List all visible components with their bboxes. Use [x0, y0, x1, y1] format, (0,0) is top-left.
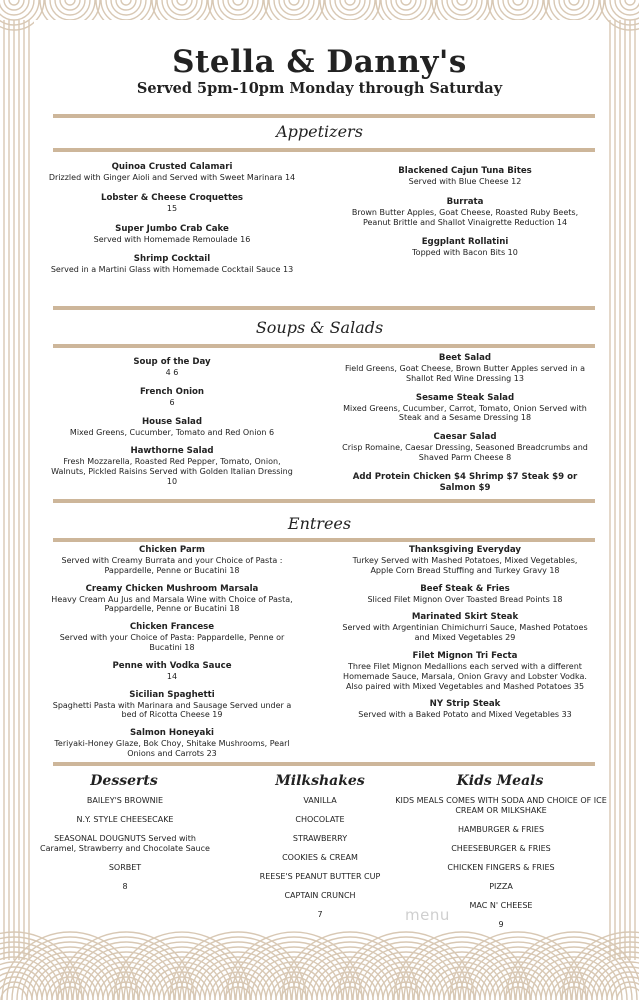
section-divider — [53, 148, 595, 152]
menu-item-description: Crisp Romaine, Caesar Dressing, Seasoned Breadcrumbs and Shaved Parm Cheese 8 — [342, 443, 588, 462]
section-divider — [53, 538, 595, 542]
menu-item-description: 14 — [166, 671, 178, 681]
hours-subtitle: Served 5pm-10pm Monday through Saturday — [136, 80, 503, 97]
menu-item — [340, 612, 590, 643]
menu-item-name: Hawthorne Salad — [130, 446, 214, 457]
menu-item — [340, 545, 590, 576]
appetizers-heading: Appetizers — [276, 122, 363, 141]
menu-item — [47, 387, 297, 408]
menu-item-name: Chicken Francese — [129, 622, 215, 633]
menu-item-description: Fresh Mozzarella, Roasted Red Pepper, Tomato, Onion, Walnuts, Pickled Raisins Served with Golden Italian Dressing 10 — [51, 457, 293, 486]
menu-item-description: 15 — [166, 203, 178, 213]
list-item: BAILEY'S BROWNIE — [86, 796, 164, 805]
entrees-heading: Entrees — [287, 514, 352, 533]
menu-item-description: Served with Blue Cheese 12 — [408, 177, 522, 186]
menu-item-name: House Salad — [141, 416, 203, 427]
section-divider — [53, 499, 595, 503]
menu-item-name: Penne with Vodka Sauce — [112, 660, 232, 671]
menu-item-description: Topped with Bacon Bits 10 — [412, 248, 518, 258]
menu-item — [340, 393, 590, 424]
menu-item-name: Sesame Steak Salad — [415, 392, 515, 403]
menu-item-description: Brown Butter Apples, Goat Cheese, Roasted Ruby Beets, Peanut Brittle and Shallot Vinaigrette Reduction 14 — [351, 207, 579, 227]
menu-item-name: Sicilian Spaghetti — [129, 689, 215, 700]
menu-item — [47, 661, 297, 682]
menu-item-name: Caesar Salad — [433, 432, 497, 443]
kids-meals-note: KIDS MEALS COMES WITH SODA AND CHOICE OF ICE CREAM OR MILKSHAKE — [395, 796, 607, 815]
section-divider — [53, 306, 595, 310]
menu-item-description: Heavy Cream Au Jus and Marsala Wine with Choice of Pasta, Pappardelle, Penne or Bucatini 18 — [51, 594, 293, 614]
menu-item-name: French Onion — [139, 386, 205, 397]
list-item: CHOCOLATE — [295, 815, 345, 824]
desserts-heading: Desserts — [90, 773, 158, 789]
section-divider — [53, 344, 595, 348]
list-item: MAC N' CHEESE — [469, 901, 533, 910]
menu-item — [340, 651, 590, 691]
menu-item-name: Burrata — [446, 196, 484, 207]
menu-item-description: Spaghetti Pasta with Marinara and Sausage Served under a bed of Ricotta Cheese 19 — [52, 700, 292, 720]
menu-item-description: Mixed Greens, Cucumber, Tomato and Red Onion 6 — [69, 427, 275, 437]
menu-item-description: Served with Argentinian Chimichurri Sauce, Mashed Potatoes and Mixed Vegetables 29 — [342, 623, 588, 643]
menu-item-description: Mixed Greens, Cucumber, Carrot, Tomato, Onion Served with Steak and a Sesame Dressing 18 — [343, 403, 587, 423]
milkshakes-heading: Milkshakes — [275, 773, 365, 789]
appetizers-left-column — [47, 162, 297, 275]
section-price: 7 — [317, 910, 323, 919]
list-item: SORBET — [108, 863, 142, 872]
menu-item-name: Soup of the Day — [133, 357, 211, 367]
section-divider — [53, 114, 595, 118]
menu-item — [340, 353, 590, 384]
menu-item — [340, 432, 590, 463]
list-item: REESE'S PEANUT BUTTER CUP — [259, 872, 381, 881]
menu-item — [340, 584, 590, 605]
menu-item-name: Filet Mignon Tri Fecta — [412, 650, 518, 661]
section-price: 8 — [122, 882, 128, 891]
menu-item-description: Served with Creamy Burrata and your Choice of Pasta : Pappardelle, Penne or Bucatini 18 — [61, 556, 283, 575]
menu-item-description: Teriyaki-Honey Glaze, Bok Choy, Shitake Mushrooms, Pearl Onions and Carrots 23 — [54, 739, 290, 758]
menu-item — [340, 699, 590, 720]
section-divider — [53, 762, 595, 766]
menu-item — [47, 690, 297, 721]
menu-item — [47, 622, 297, 653]
soups-salads-heading: Soups & Salads — [255, 318, 384, 337]
menu-item-description: 6 — [169, 397, 175, 407]
menu-item-name: Shrimp Cocktail — [133, 254, 211, 265]
menu-item — [340, 237, 590, 258]
menu-item-description: 4 6 — [165, 368, 179, 377]
list-item: HAMBURGER & FRIES — [457, 825, 545, 834]
menu-item-name: Lobster & Cheese Croquettes — [100, 192, 244, 203]
menu-item-name: Creamy Chicken Mushroom Marsala — [85, 583, 259, 594]
list-item: STRAWBERRY — [292, 834, 348, 843]
kids-meals-heading: Kids Meals — [456, 773, 544, 789]
list-item: COOKIES & CREAM — [282, 853, 358, 862]
menu-item — [47, 446, 297, 486]
list-item: CHICKEN FINGERS & FRIES — [447, 863, 555, 872]
menu-item-name: Blackened Cajun Tuna Bites — [398, 166, 532, 176]
menu-item-name: Beet Salad — [438, 353, 492, 363]
menu-item-name: Salmon Honeyaki — [129, 728, 214, 739]
appetizers-right-column — [340, 166, 590, 258]
menu-item-name: NY Strip Steak — [429, 699, 501, 710]
entrees-right-column — [340, 545, 590, 720]
menu-item-description: Field Greens, Goat Cheese, Brown Butter Apples served in a Shallot Red Wine Dressing 13 — [345, 364, 585, 383]
menu-item — [47, 357, 297, 378]
list-item: VANILLA — [303, 796, 337, 805]
menu-item-description: Served with Homemade Remoulade 16 — [93, 234, 251, 244]
menu-item-name: Beef Steak & Fries — [420, 583, 510, 594]
menu-item-description: Served in a Martini Glass with Homemade Cocktail Sauce 13 — [50, 265, 294, 275]
menu-item — [47, 193, 297, 214]
menu-item-name: Marinated Skirt Steak — [411, 612, 519, 623]
entrees-left-column — [47, 545, 297, 759]
menu-item-description: Three Filet Mignon Medallions each served with a different Homemade Sauce, Marsala, Onion Gravy and Lobster Vodka. Also paired with Mixed Vegetables and Mashed Potatoes 35 — [343, 661, 587, 691]
watermark-text: menu — [405, 906, 450, 924]
menu-item — [340, 166, 590, 187]
section-price: 9 — [498, 920, 504, 929]
menu-item-description: Turkey Served with Mashed Potatoes, Mixed Vegetables, Apple Corn Bread Stuffing and Turkey Gravy 18 — [352, 556, 578, 575]
list-item: CHEESEBURGER & FRIES — [451, 844, 551, 853]
menu-item — [47, 162, 297, 183]
desserts-list — [36, 796, 214, 892]
menu-item — [47, 728, 297, 759]
menu-item — [340, 472, 590, 494]
menu-item-name: Thanksgiving Everyday — [408, 545, 522, 555]
milkshakes-list — [244, 796, 396, 920]
list-item: SEASONAL DOUGNUTS Served with Caramel, Strawberry and Chocolate Sauce — [40, 834, 210, 853]
menu-item-description: Drizzled with Ginger Aioli and Served with Sweet Marinara 14 — [48, 173, 296, 182]
menu-item — [47, 224, 297, 245]
menu-item-name: Quinoa Crusted Calamari — [111, 162, 233, 172]
list-item: N.Y. STYLE CHEESECAKE — [76, 815, 174, 824]
menu-item-name: Eggplant Rollatini — [421, 237, 509, 248]
menu-item-description: Sliced Filet Mignon Over Toasted Bread Points 18 — [367, 594, 563, 604]
soups-left-column — [47, 357, 297, 487]
menu-item — [47, 417, 297, 438]
menu-item — [47, 545, 297, 576]
soups-right-column — [340, 353, 590, 494]
menu-item-name: Add Protein Chicken $4 Shrimp $7 Steak $9 or Salmon $9 — [352, 471, 578, 493]
menu-item — [47, 254, 297, 275]
menu-item-name: Super Jumbo Crab Cake — [115, 223, 229, 234]
menu-item — [47, 584, 297, 615]
list-item: PIZZA — [489, 882, 513, 891]
menu-item — [340, 197, 590, 228]
menu-item-name: Chicken Parm — [139, 545, 205, 555]
menu-item-description: Served with a Baked Potato and Mixed Vegetables 33 — [358, 710, 572, 720]
list-item: CAPTAIN CRUNCH — [284, 891, 356, 900]
restaurant-title: Stella & Danny's — [172, 44, 467, 80]
menu-item-description: Served with your Choice of Pasta: Pappardelle, Penne or Bucatini 18 — [59, 633, 285, 652]
